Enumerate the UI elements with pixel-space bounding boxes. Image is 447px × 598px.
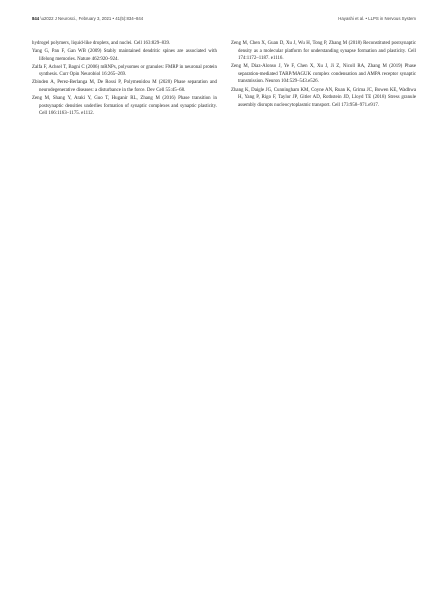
running-title: Hayashi et al. • LLPS in Nervous System bbox=[338, 16, 416, 21]
reference-entry: Zeng M, Chen X, Guan D, Xu J, Wu H, Tong P, Zhang M (2018) Reconstituted postsynaptic density as a molecular platform for understanding synapse formation and plasticity. Cell 174:1172–1187. e1116. bbox=[231, 41, 416, 62]
running-header bbox=[32, 16, 416, 26]
reference-column-right bbox=[231, 40, 416, 110]
header-left bbox=[32, 16, 143, 21]
journal-info: J Neurosci., February 3, 2021 • 41(5):834–844 bbox=[54, 16, 144, 21]
reference-entry: Zalfa F, Achsel T, Bagni C (2006) mRNPs, polysomes or granules: FMRP in neuronal protein synthesis. Curr Opin Neurobiol 16:265–269. bbox=[32, 64, 217, 78]
header-separator: \u2022 bbox=[40, 16, 55, 21]
reference-entry: Zeng M, Shang Y, Araki Y, Guo T, Huganir RL, Zhang M (2016) Phase transition in postsynaptic densities underlies formation of synaptic complexes and synaptic plasticity. Cell 166:1163–1175. e1112. bbox=[32, 96, 217, 117]
reference-column-left bbox=[32, 40, 217, 118]
reference-entry: hydrogel polymers, liquid-like droplets, and nuclei. Cell 163:829–839. bbox=[32, 41, 171, 46]
page-number: 844 bbox=[32, 16, 40, 21]
reference-entry: Zbinden A, Perez-Berlanga M, De Rossi P, Polymenidou M (2020) Phase separation and neurodegenerative diseases: a disturbance in the force. Dev Cell 55:45–68. bbox=[32, 80, 217, 94]
reference-entry: Zhang K, Daigle JG, Cunningham KM, Coyne AN, Ruan K, Grima JC, Bowen KE, Wadhwa H, Yang P, Rigo F, Taylor JP, Gitler AD, Rothstein JD, Lloyd TE (2018) Stress granule assembly disrupts nucleocytoplasmic transport. Cell 173:958–971.e917. bbox=[231, 87, 416, 108]
reference-entry: Yang G, Pan F, Gan WB (2009) Stably maintained dendritic spines are associated with lifelong memories. Nature 462:920–924. bbox=[32, 49, 217, 62]
reference-entry: Zeng M, Diaz-Alonso J, Ye F, Chen X, Xu J, Ji Z, Nicoll RA, Zhang M (2019) Phase separation-mediated TARP/MAGUK complex condensation and AMPA receptor synaptic transmission. Neuron 104:529–543.e526. bbox=[231, 64, 416, 85]
